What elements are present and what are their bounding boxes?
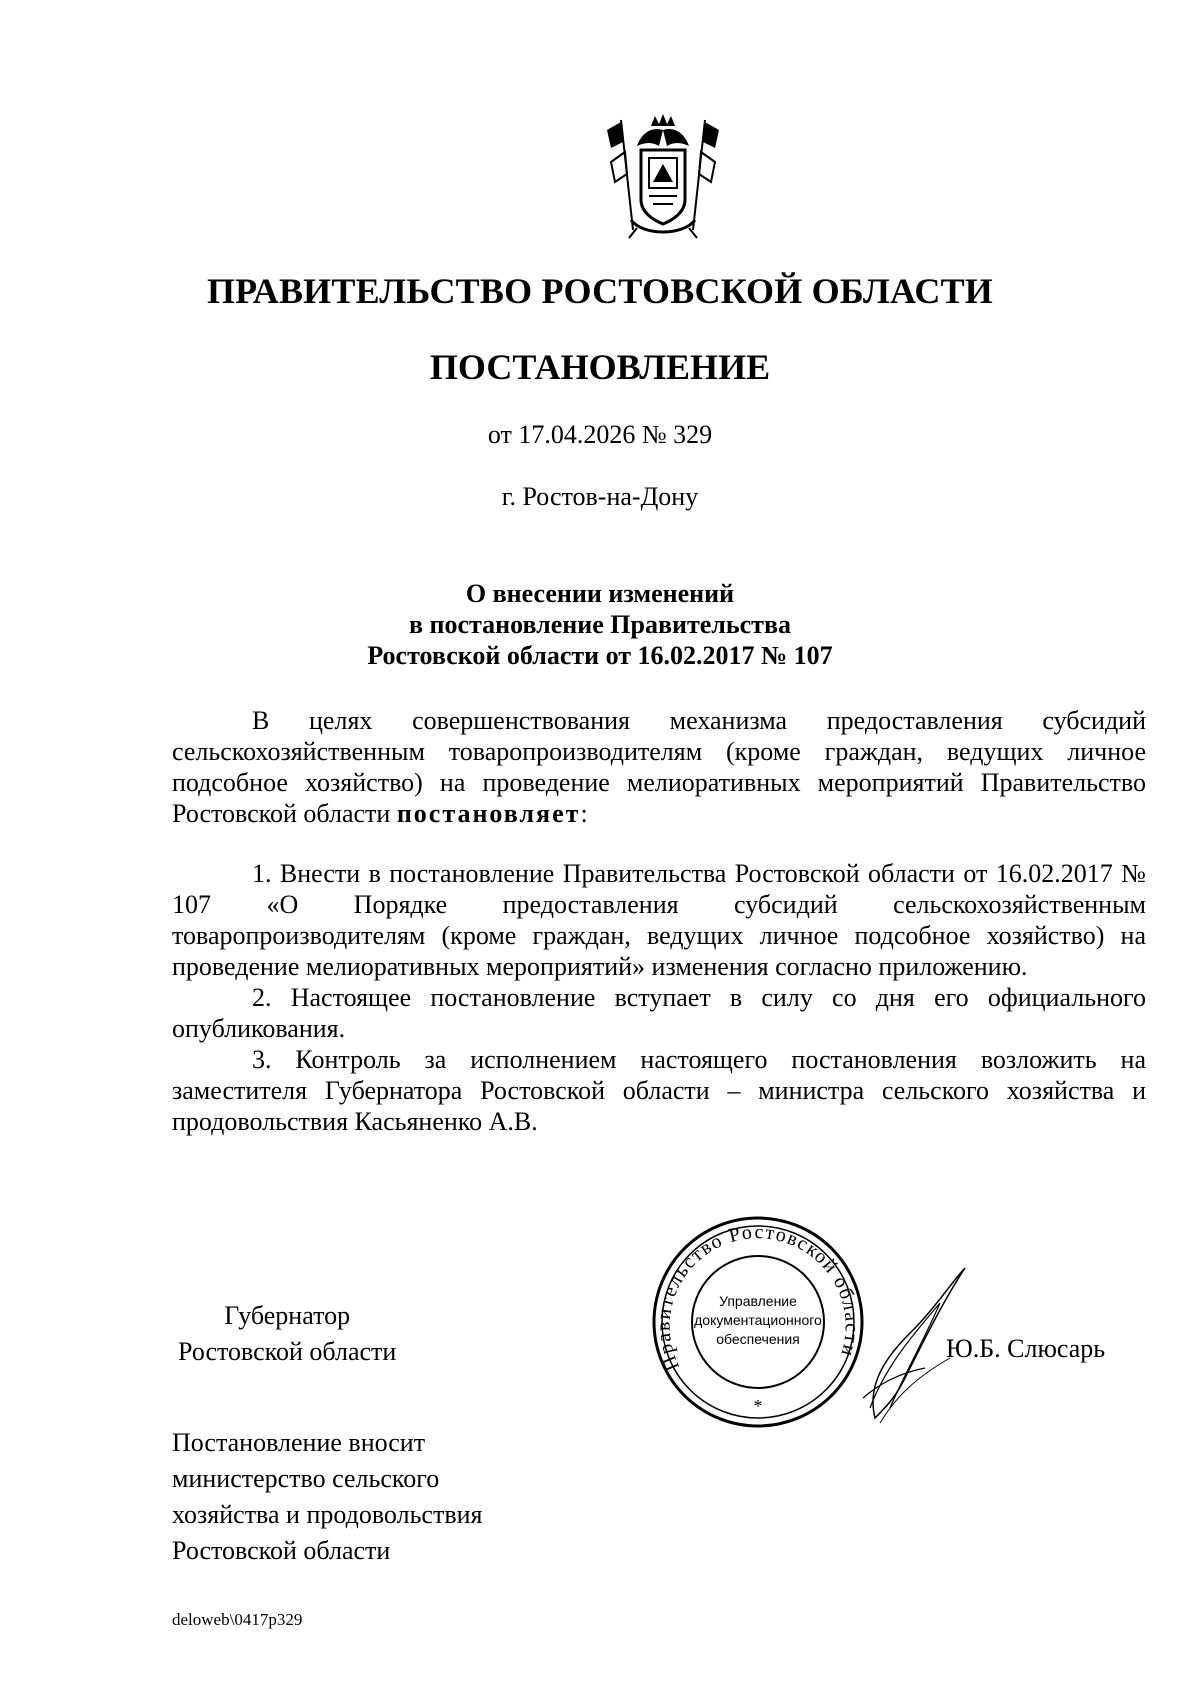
document-body	[172, 705, 1146, 1137]
submitter-line: хозяйства и продовольствия	[172, 1500, 483, 1529]
preamble-text: В целях совершенствования механизма предоставления субсидий сельскохозяйственным товаропроизводителям (кроме граждан, ведущих личное подсобное хозяйство) на проведение мелиоративных мероприятий Правительство Ростовской области	[172, 706, 1146, 828]
signatory-title-line: Ростовской области	[178, 1337, 397, 1366]
signatory-title	[178, 1298, 396, 1370]
submitter-line: Постановление вносит	[172, 1428, 426, 1457]
submitter-line: министерство сельского	[172, 1464, 440, 1493]
document-subject	[0, 578, 1200, 671]
document-type-heading: ПОСТАНОВЛЕНИЕ	[429, 347, 771, 387]
organization-title: ПРАВИТЕЛЬСТВО РОСТОВСКОЙ ОБЛАСТИ	[206, 271, 994, 311]
subject-line: Ростовской области от 16.02.2017 № 107	[367, 641, 833, 670]
seal-inner-line: Управление	[719, 1293, 797, 1309]
decree-item-3: 3. Контроль за исполнением настоящего постановления возложить на заместителя Губернатора Ростовской области – министра сельского хозяйства и продовольствия Касьяненко А.В.	[172, 1045, 1146, 1136]
seal-outer-text: Правительство Ростовской области	[652, 1221, 863, 1374]
decree-item-1: 1. Внести в постановление Правительства Ростовской области от 16.02.2017 № 107 «О Порядке предоставления субсидий сельскохозяйственным товаропроизводителям (кроме граждан, ведущих личное подсобное хозяйство) на проведение мелиоративных мероприятий» изменения согласно приложению.	[172, 859, 1146, 981]
document-date-number: от 17.04.2026 № 329	[487, 420, 713, 449]
decree-item-2: 2. Настоящее постановление вступает в силу со дня его официального опубликования.	[172, 983, 1146, 1043]
document-city: г. Ростов-на-Дону	[501, 482, 699, 511]
seal-inner-line: документационного	[694, 1312, 822, 1328]
official-seal	[648, 1212, 868, 1432]
subject-line: в постановление Правительства	[408, 610, 791, 639]
preamble-paragraph	[172, 705, 1146, 829]
file-reference: deloweb\0417p329	[172, 1610, 303, 1629]
seal-inner-line: обеспечения	[716, 1331, 800, 1347]
rostov-oblast-coat-of-arms-icon	[603, 112, 723, 242]
submitting-agency	[172, 1425, 482, 1569]
submitter-line: Ростовской области	[172, 1536, 391, 1565]
preamble-tail: :	[580, 799, 588, 828]
signatory-title-line: Губернатор	[224, 1301, 351, 1330]
preamble-decree-word: постановляет	[396, 799, 581, 828]
subject-line: О внесении изменений	[465, 579, 735, 608]
signatory-name: Ю.Б. Слюсарь	[946, 1334, 1106, 1363]
seal-star: *	[753, 1396, 763, 1416]
